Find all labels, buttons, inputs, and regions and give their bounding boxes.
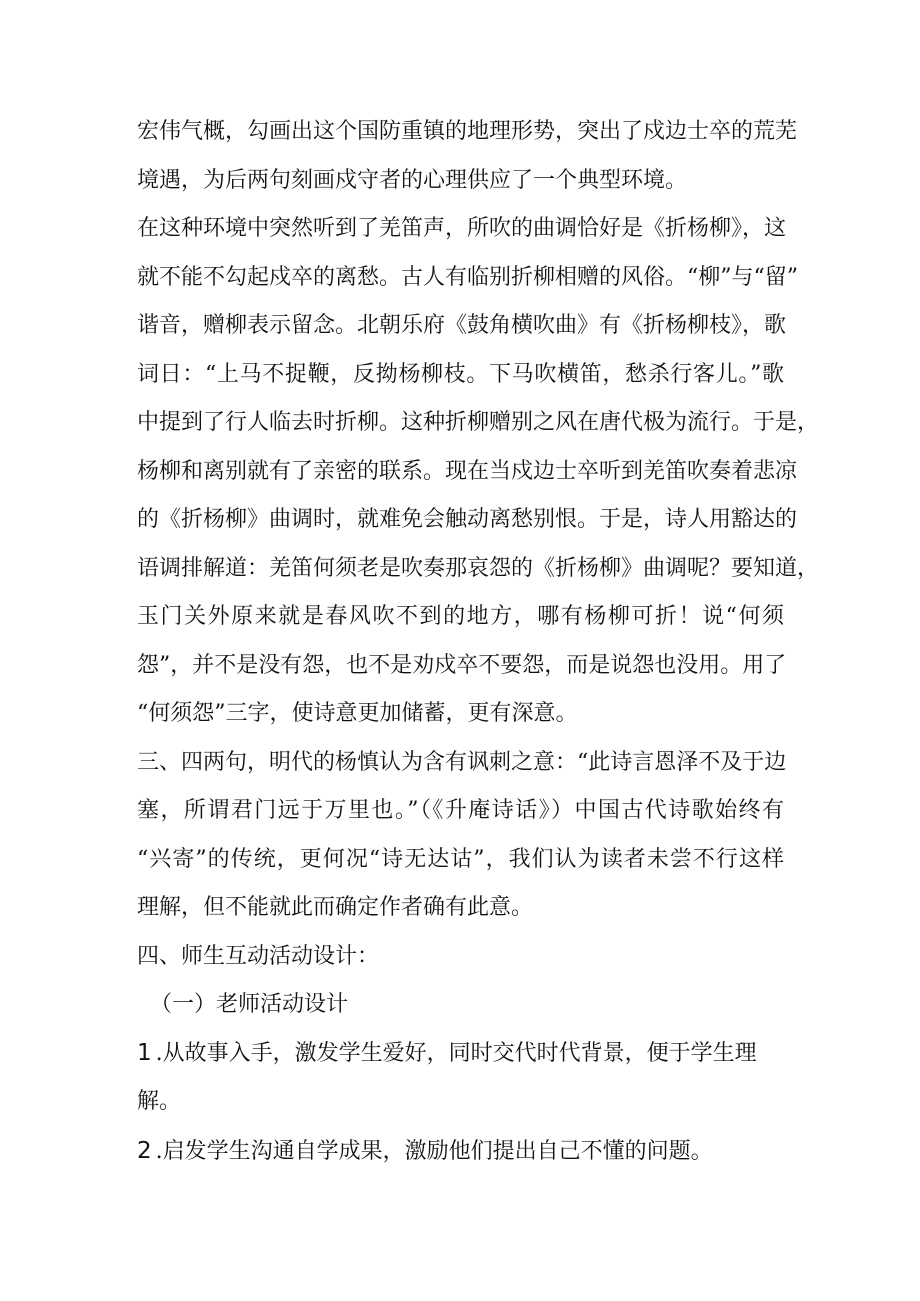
paragraph-3-line-2: 塞，所谓君门远于万里也。”（《升庵诗话》）中国古代诗歌始终有 xyxy=(137,798,784,823)
section-heading: 四、师生互动活动设计： xyxy=(137,944,380,969)
paragraph-2-line-11: “何须怨”三字，使诗意更加储蓄，更有深意。 xyxy=(137,701,578,726)
list-item-number: 1 xyxy=(137,1040,152,1066)
list-item-text: .从故事入手，激发学生爱好，同时交代时代背景，便于学生理 xyxy=(155,1041,757,1066)
paragraph-2-line-8: 语调排解道：羌笛何须老是吹奏那哀怨的《折杨柳》曲调呢？要知道， xyxy=(137,556,820,581)
paragraph-3-line-4: 理解，但不能就此而确定作者确有此意。 xyxy=(137,895,534,920)
list-item-2 xyxy=(137,1136,713,1166)
paragraph-2-line-5: 中提到了行人临去时折柳。这种折柳赠别之风在唐代极为流行。于是， xyxy=(137,410,820,435)
paragraph-2-line-10: 怨”，并不是没有怨，也不是劝戍卒不要怨，而是说怨也没用。用了 xyxy=(137,653,787,678)
paragraph-3-line-1: 三、四两句，明代的杨慎认为含有讽刺之意：“此诗言恩泽不及于边 xyxy=(137,750,787,775)
paragraph-2-line-6: 杨柳和离别就有了亲密的联系。现在当戍边士卒听到羌笛吹奏着悲凉 xyxy=(137,459,798,484)
paragraph-3-line-3: “兴寄”的传统，更何况“诗无达诂”，我们认为读者未尝不行这样 xyxy=(137,847,784,872)
list-item-1 xyxy=(137,1038,757,1068)
list-item-1-continuation: 解。 xyxy=(137,1089,182,1114)
paragraph-1-line-2: 境遇，为后两句刻画戍守者的心理供应了一个典型环境。 xyxy=(137,168,688,193)
paragraph-2-line-7: 的《折杨柳》曲调时，就难免会触动离愁别恨。于是，诗人用豁达的 xyxy=(137,507,798,532)
list-item-text: .启发学生沟通自学成果，激励他们提出自己不懂的问题。 xyxy=(155,1139,713,1164)
paragraph-2-line-2: 就不能不勾起戍卒的离愁。古人有临别折柳相赠的风俗。“柳”与“留” xyxy=(137,265,798,290)
list-item-number: 2 xyxy=(137,1138,152,1164)
paragraph-2-line-4: 词日：“上马不捉鞭，反拗杨柳枝。下马吹横笛，愁杀行客儿。”歌 xyxy=(137,362,784,387)
subsection-heading: （一）老师活动设计 xyxy=(150,992,349,1017)
paragraph-2-line-1: 在这种环境中突然听到了羌笛声，所吹的曲调恰好是《折杨柳》，这 xyxy=(137,216,787,241)
paragraph-1-line-1: 宏伟气概，勾画出这个国防重镇的地理形势，突出了戍边士卒的荒芜 xyxy=(137,119,798,144)
paragraph-2-line-9: 玉门关外原来就是春风吹不到的地方，哪有杨柳可折！说“何须 xyxy=(137,604,784,629)
paragraph-2-line-3: 谐音，赠柳表示留念。北朝乐府《鼓角横吹曲》有《折杨柳枝》，歌 xyxy=(137,313,787,338)
